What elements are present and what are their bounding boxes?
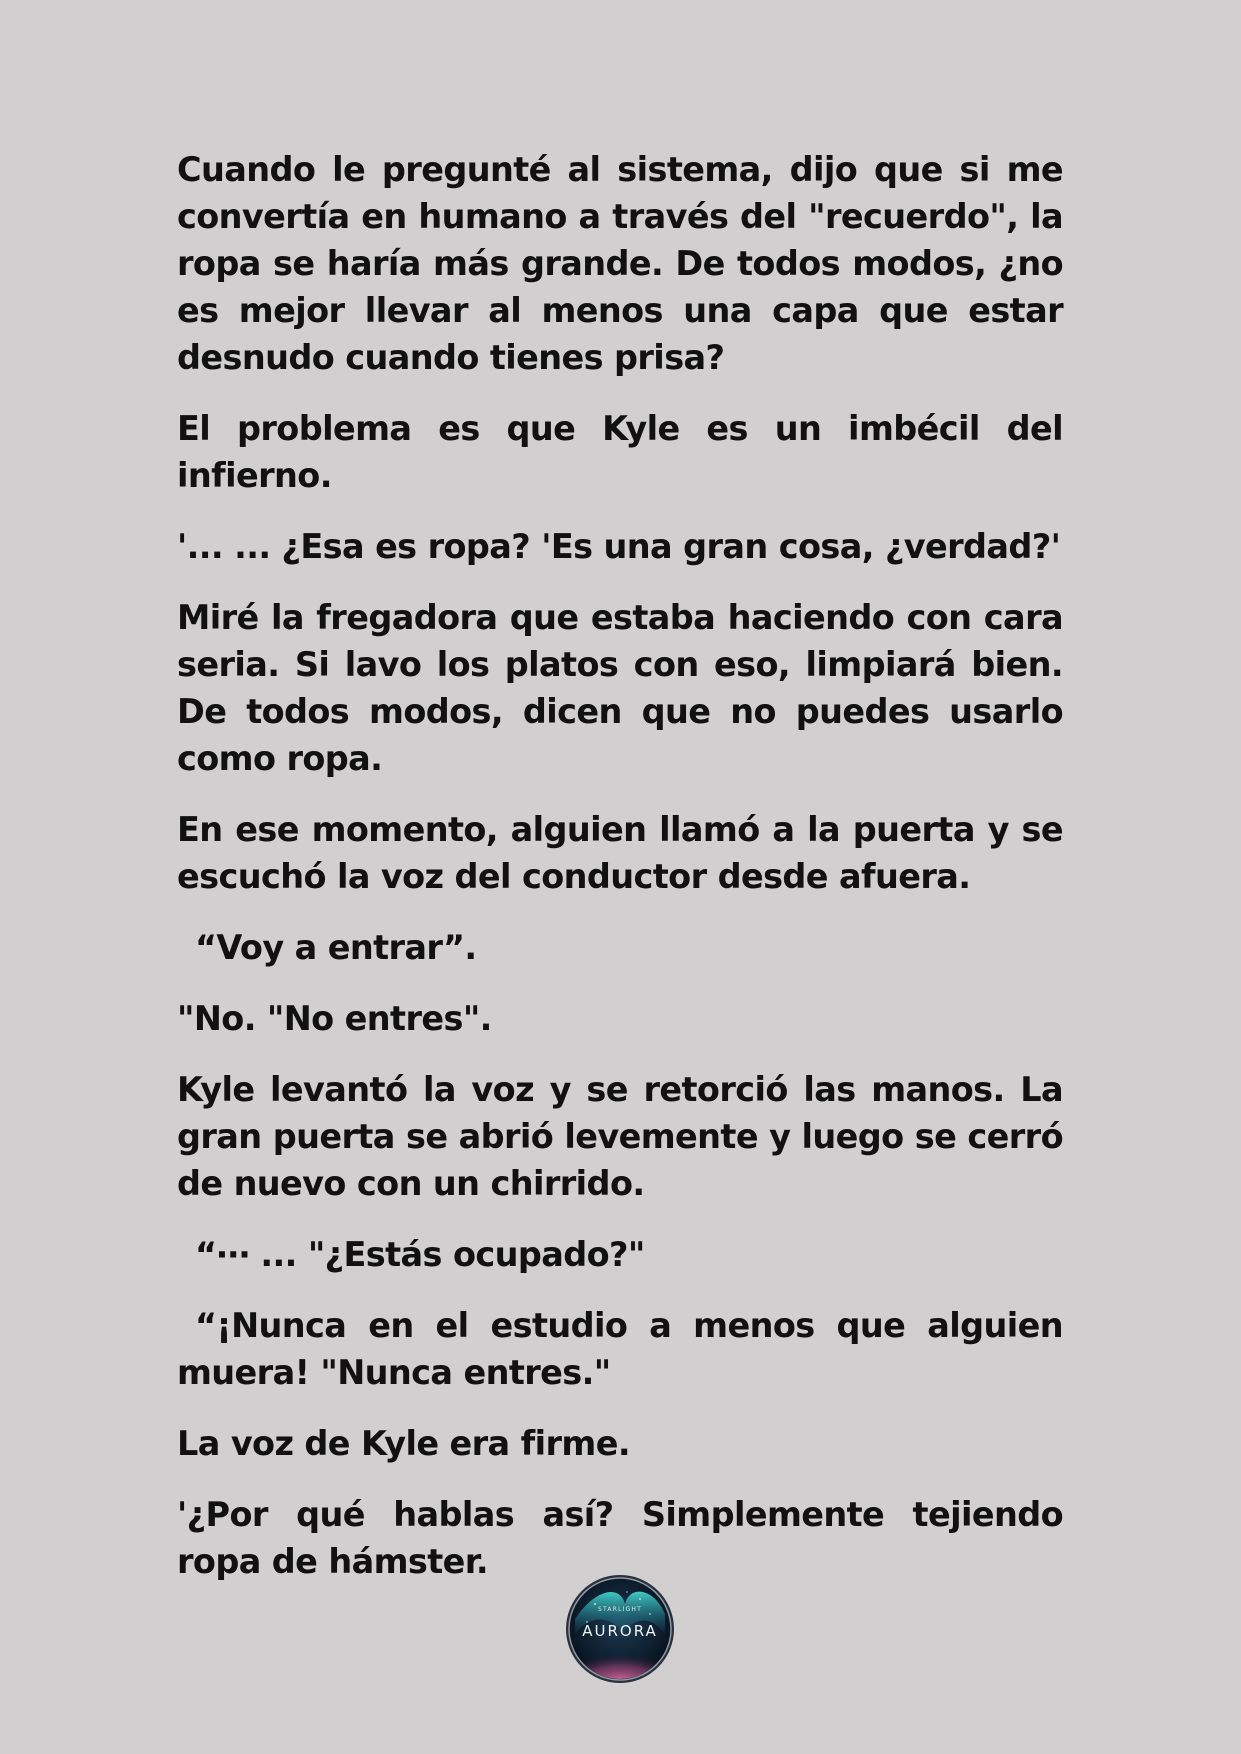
- paragraph-7: "No. "No entres".: [177, 999, 492, 1038]
- paragraph-8: Kyle levantó la voz y se retorció las manos. La gran puerta se abrió levemente y luego se cerró de nuevo con un chirrido.: [177, 1070, 1063, 1203]
- paragraph-9: “⋯ ... "¿Estás ocupado?": [195, 1235, 645, 1274]
- paragraph-10: “¡Nunca en el estudio a menos que alguien muera! "Nunca entres.": [177, 1306, 1063, 1392]
- page-content: [177, 146, 1063, 1609]
- logo-top-text: STARLIGHT: [597, 1606, 643, 1613]
- paragraph-3: '... ... ¿Esa es ropa? 'Es una gran cosa, ¿verdad?': [177, 527, 1061, 566]
- paragraph-2: El problema es que Kyle es un imbécil del infierno.: [177, 409, 1063, 495]
- logo-main-text: AURORA: [582, 1622, 658, 1640]
- paragraph-4: Miré la fregadora que estaba haciendo con cara seria. Si lavo los platos con eso, limpiará bien. De todos modos, dicen que no puedes usarlo como ropa.: [177, 598, 1063, 778]
- paragraph-1: Cuando le pregunté al sistema, dijo que si me convertía en humano a través del "recuerdo", la ropa se haría más grande. De todos modos, ¿no es mejor llevar al menos una capa que estar desnudo cuando tienes prisa?: [177, 150, 1063, 377]
- paragraph-11: La voz de Kyle era firme.: [177, 1424, 630, 1463]
- aurora-logo: [565, 1574, 675, 1684]
- paragraph-6: “Voy a entrar”.: [195, 928, 477, 967]
- paragraph-12: '¿Por qué hablas así? Simplemente tejiendo ropa de hámster.: [177, 1495, 1063, 1581]
- paragraph-5: En ese momento, alguien llamó a la puerta y se escuchó la voz del conductor desde afuera.: [177, 810, 1063, 896]
- aurora-logo-icon: [565, 1574, 675, 1684]
